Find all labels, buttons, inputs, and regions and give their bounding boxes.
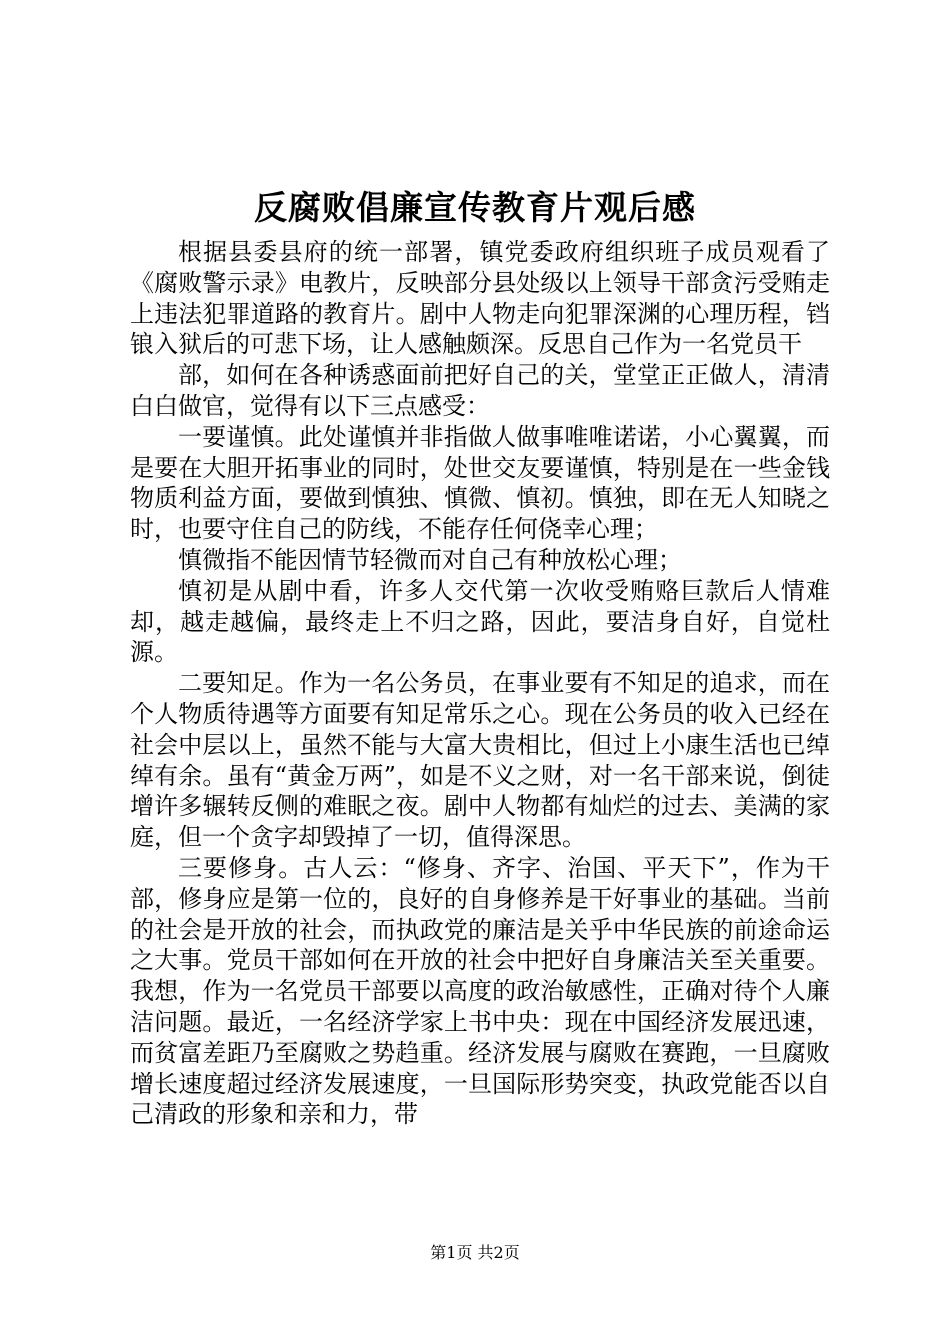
paragraph-intro: 根据县委县府的统一部署，镇党委政府组织班子成员观看了《腐败警示录》电教片，反映部分县处级以上领导干部贪污受贿走上违法犯罪道路的教育片。剧中人物走向犯罪深渊的心理历程，铛锒入狱后的可悲下场，让人感触颇深。反思自己作为一名党员干	[130, 238, 830, 359]
paragraph-point-three: 三要修身。古人云：“修身、齐字、治国、平天下”，作为干部，修身应是第一位的，良好的自身修养是干好事业的基础。当前的社会是开放的社会，而执政党的廉洁是关乎中华民族的前途命运之大事。党员干部如何在开放的社会中把好自身廉洁关至关重要。我想，作为一名党员干部要以高度的政治敏感性，正确对待个人廉洁问题。最近，一名经济学家上书中央：现在中国经济发展迅速，而贫富差距乃至腐败之势趋重。经济发展与腐败在赛跑，一旦腐败增长速度超过经济发展速度，一旦国际形势突变，执政党能否以自己清政的形象和亲和力，带	[130, 853, 830, 1129]
paragraph-intro-continued: 部，如何在各种诱惑面前把好自己的关，堂堂正正做人，清清白白做官，觉得有以下三点感受：	[130, 361, 830, 420]
paragraph-point-two: 二要知足。作为一名公务员，在事业要有不知足的追求，而在个人物质待遇等方面要有知足常乐之心。现在公务员的收入已经在社会中层以上，虽然不能与大富大贵相比，但过上小康生活也已绰绰有余。虽有“黄金万两”，如是不义之财，对一名干部来说，倒徒增许多辗转反侧的难眠之夜。剧中人物都有灿烂的过去、美满的家庭，但一个贪字却毁掉了一切，值得深思。	[130, 669, 830, 852]
paragraph-shenchu: 慎初是从剧中看，许多人交代第一次收受贿赂巨款后人情难却，越走越偏，最终走上不归之路，因此，要洁身自好，自觉杜源。	[130, 576, 830, 667]
document-title: 反腐败倡廉宣传教育片观后感	[254, 188, 696, 227]
page-number-footer: 第1页 共2页	[430, 1243, 520, 1262]
paragraph-shenwei: 慎微指不能因情节轻微而对自己有种放松心理；	[178, 545, 682, 574]
document-body	[130, 237, 830, 1130]
paragraph-point-one: 一要谨慎。此处谨慎并非指做人做事唯唯诺诺，小心翼翼，而是要在大胆开拓事业的同时，处世交友要谨慎，特别是在一些金钱物质利益方面，要做到慎独、慎微、慎初。慎独，即在无人知晓之时，也要守住自己的防线，不能存任何侥幸心理；	[130, 422, 830, 544]
